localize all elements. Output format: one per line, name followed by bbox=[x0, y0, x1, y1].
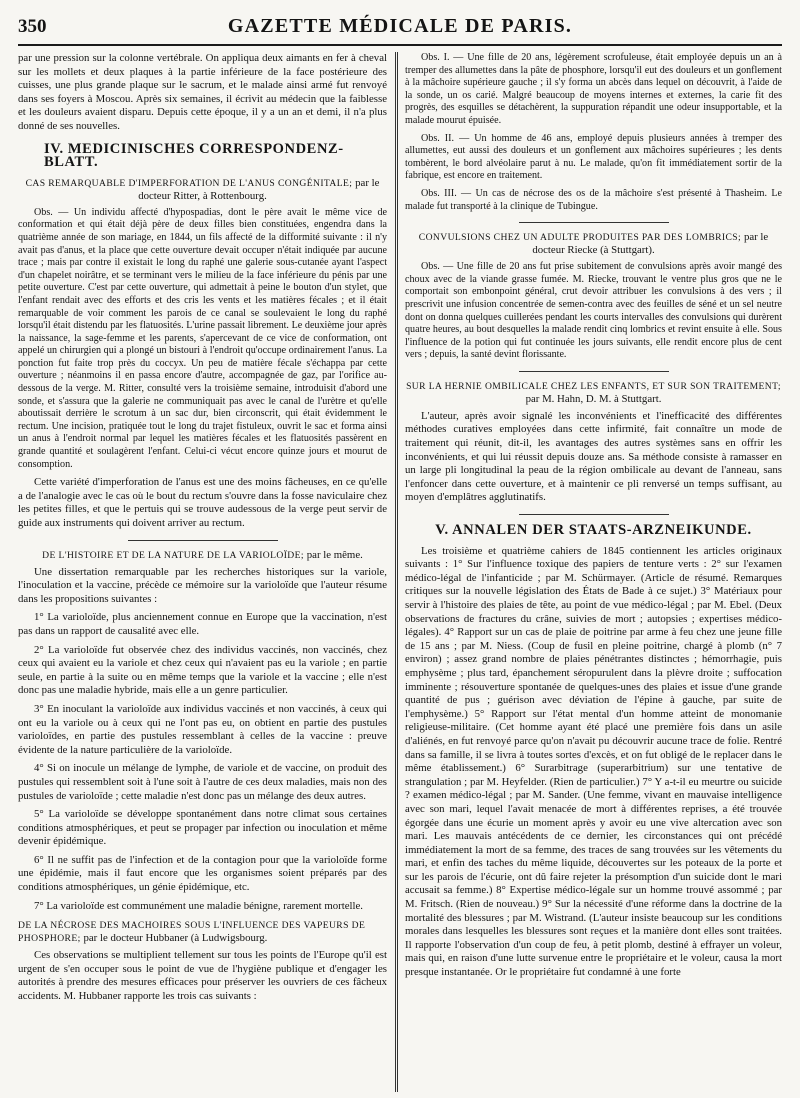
observation-paragraph: Obs. — Une fille de 20 ans fut prise subitement de convulsions après avoir mangé des choux avec de la viande grasse fumée. M. Riecke, trouvant le ventre plus gros que ne le comportait son embonpoint général, crut devoir attribuer les convulsions à des vers ; il prescrivit une infusion concentrée de semen-contra avec des feuilles de séné et un sel neutre dont on donna quelques cuillerées pendant les courts intervalles des convulsions qui durèrent quatre heures, au bout desquelles la malade rendit cinq lombrics et revint ensuite à elle. Sous l'influence de la potion qui fut continuée les jours suivants, elle rendit encore plus de cent vers ; depuis, la santé devint florissante. bbox=[405, 261, 782, 361]
article-heading-convulsions bbox=[405, 231, 782, 257]
article-title: SUR LA HERNIE OMBILICALE CHEZ LES ENFANTS, ET SUR SON TRAITEMENT; bbox=[406, 380, 781, 392]
article-title: DE LA NÉCROSE DES MACHOIRES SOUS L'INFLUENCE DES VAPEURS DE PHOSPHORE; bbox=[18, 920, 366, 945]
running-title: GAZETTE MÉDICALE DE PARIS. bbox=[227, 15, 573, 37]
article-separator bbox=[519, 222, 669, 223]
article-heading-imperforation bbox=[18, 177, 387, 203]
article-author: par le même. bbox=[306, 548, 363, 561]
article-author: par M. Hahn, D. M. à Stuttgart. bbox=[525, 392, 662, 405]
proposition-item: 7° La varioloïde est communément une maladie bénigne, rarement mortelle. bbox=[34, 899, 364, 912]
article-title: CONVULSIONS CHEZ UN ADULTE PRODUITES PAR DES LOMBRICS; bbox=[418, 232, 742, 244]
section-v-heading: V. ANNALEN DER STAATS-ARZNEIKUNDE. bbox=[435, 522, 752, 539]
observation-paragraph: Obs. III. — Un cas de nécrose des os de la mâchoire s'est présenté à Thasheim. Le malade fut transporté à la clinique de Tubingue. bbox=[405, 187, 782, 212]
article-heading-varioloide bbox=[18, 549, 387, 562]
proposition-item: 2° La varioloïde fut observée chez des individus vaccinés, non vaccinés, chez ceux qui avaient eu la variole et chez ceux qui n'avaient pas eu la variole ; en partie seule, en partie à la suite ou en même temps que la variole et la vaccine ; elle n'est donc pas une maladie hybride, mais elle a un genre particulier. bbox=[18, 643, 387, 697]
page-header bbox=[18, 14, 782, 46]
continued-paragraph: par une pression sur la colonne vertébrale. On appliqua deux aimants en fer à cheval sur les mollets et deux plaques à la partie inférieure de la face postérieure des cuisses, une plus grande plaque sur le sacrum, et le malade ainsi armé fut renvoyé dans ses foyers à Moscou. Après six semaines, il écrivit au médecin que la faiblesse et les douleurs avaient disparu. Depuis cette époque, il y a un an et demi, il n'a plus donné de ses nouvelles. bbox=[18, 52, 387, 132]
article-heading-necrose bbox=[18, 919, 387, 945]
commentary-paragraph: Cette variété d'imperforation de l'anus est une des moins fâcheuses, en ce qu'elle a de l'analogie avec le cas où le bout du rectum s'ouvre dans la fosse naviculaire chez les petites filles, et que le pertuis qui se trouve audessous de la verge peut servir de guide aux instruments qui doivent arriver au rectum. bbox=[18, 476, 387, 529]
proposition-item: 4° Si on inocule un mélange de lymphe, de variole et de vaccine, on produit des pustules qui ressemblent soit à l'une soit à l'autre de ces deux maladies, mais non des pustules de varioloïde ; cette maladie n'est donc pas un mélange des deux autres. bbox=[18, 762, 387, 802]
proposition-item: 3° En inoculant la varioloïde aux individus vaccinés et non vaccinés, à ceux qui ont eu la variole ou à ceux qui ne l'ont pas eu, on obtient en partie des pustules varioloïdes, en partie des pustules ressemblant à celles de la vaccine : preuve évidente de la nature particulière de la varioloïde. bbox=[18, 702, 387, 756]
section-iv-heading: IV. MEDICINISCHES CORRESPONDENZ-BLATT. bbox=[44, 140, 344, 171]
intro-paragraph: Une dissertation remarquable par les recherches historiques sur la variole, l'inoculation et la vaccine, précède ce mémoire sur la varioloïde que l'auteur résume dans les propositions suivantes : bbox=[18, 565, 387, 605]
article-author: par le docteur Riecke (à Stuttgart). bbox=[532, 231, 769, 257]
column-divider bbox=[395, 52, 398, 1092]
article-separator bbox=[519, 371, 669, 372]
article-heading-hernie bbox=[405, 380, 782, 406]
article-author: par le docteur Ritter, à Rottenbourg. bbox=[138, 176, 380, 202]
observation-paragraph: Obs. II. — Un homme de 46 ans, employé depuis plusieurs années à tremper des allumettes, eut aussi des douleurs et un gonflement aux mâchoires supérieures ; les dents tombèrent, le bord alvéolaire parut à nu. Le malade, qu'on fit immédiatement sortir de la fabrique, est encore en traitement. bbox=[405, 132, 782, 182]
article-title: DE L'HISTOIRE ET DE LA NATURE DE LA VARIOLOÏDE; bbox=[42, 549, 304, 561]
body-paragraph: Les troisième et quatrième cahiers de 1845 contiennent les articles originaux suivants : 1° Sur l'influence toxique des papiers de tenture verts : 2° sur l'examen médico-légal de l'infanticide ; par M. Schürmayer. (Article de résumé. Remarques critiques sur la nouvelle législation des États de Bade à ce sujet.) 3° Matériaux pour servir à l'histoire des plaies de tête, au point de vue médico-légal ; par M. Ebel. (Deux observations de fractures du crâne, suivies de mort ; autopsies ; expertises médico-légales). 4° Rapport sur un cas de plaie de poitrine par arme à feu chez une jeune fille de 15 ans ; par M. Niess. (Coup de fusil en pleine poitrine, chargé à plomb (n° 7 environ) ; assez grand nombre de plaies pénétrantes distinctes ; hémorrhagie, puis emphysème ; plus tard, épanchement séropurulent dans la plèvre droite ; suffocation imminente ; résouverture spontanée de quelques-unes des plaies et issue d'une grande quantité de pus ; guérison avec déviation de l'épine à gauche, par suite de l'emphysème.) 5° Rapport sur l'état mental d'un homme atteint de monomanie religieuse-militaire. (Cet homme ayant été placé une première fois dans un asile d'aliénés, en fut renvoyé parce qu'on n'avait pu découvrir aucune trace de folie. Rentré dans sa famille, il se livra à toutes sortes d'excès, et on fut obligé de le replacer dans le même établissement.) 6° Surarbitrage (superarbitrium) sur une tentative de strangulation ; par M. Heyfelder. (Rien de particulier.) 7° Y a-t-il eu meurtre ou suicide ? examen médico-légal ; par M. Sander. (Une femme, vivant en mauvaise intelligence avec son mari, lequel l'avait menacée de mort à différentes reprises, a été trouvée égorgée dans une écurie un moment après y avoir eu une vive altercation avec son mari. Les mauvais antécédents de ce dernier, les circonstances qui ont précédé immédiatement la mort de sa femme, des traces de sang trouvées sur les vêtements du mari, et enfin des taches du même liquide, découvertes sur les poteaux de la porte et sur les parois de l'écurie, ont dû faire rejeter la présomption d'un suicide dont le mari accusait sa femme.) 8° Expertise médico-légale sur un homme trouvé assommé ; par M. Fritsch. (Rien de nouveau.) 9° Sur la nécessité d'une réforme dans la doctrine de la mortalité des blessures ; par M. Wistrand. (L'auteur insiste beaucoup sur les conditions morales dans lesquelles les blessures sont reçues et la manière dont elles sont traitées. Il rapporte l'observation d'un coup de feu, à petit plomb, destiné à effrayer un voleur, mais qui, en raison d'une lutte survenue entre le propriétaire et le voleur, causa la mort presque instantanée. Or le propriétaire fut condamné à une forte bbox=[405, 544, 782, 979]
proposition-item: 5° La varioloïde se développe spontanément dans notre climat sous certaines conditions atmosphériques, et peut se propager par infection ou inoculation et même devenir épidémique. bbox=[18, 808, 387, 848]
observation-paragraph: Obs. — Un individu affecté d'hypospadias, dont le père avait le même vice de conformation et qui était déjà père de deux filles bien constituées, engendra dans la quatrième année de son mariage, en 1844, un fils affecté de la difformité suivante : il n'y avait pas d'anus, et la place que cette ouverture devait occuper n'était indiquée par aucune trace ; mais par contre il existait le long du raphé une galerie sous-cutanée ayant l'aspect d'un chapelet noirâtre, et se terminant vers le milieu de la face inférieure du pénis par une petite ouverture. C'est par cette ouverture, qui admettait à peine le bouton d'un stylet, que l'enfant rendait avec des efforts et des cris les vents et les matières fécales ; et il était remarquable de voir comment les parois de ce canal se soulevaient le long du raphé lorsqu'il était distendu par les flatuosités. L'urine passait librement. Le deuxième jour après la naissance, la sage-femme et les parents, s'apercevant de ce vice de conformation, ont appelé un chirurgien qui a plongé un bistouri à l'endroit qu'occupe ordinairement l'anus. La ponction fut faite trop près du coccyx. Un peu de matière fécale s'échappa par cette ouverture ; néanmoins il en passa encore d'autre, accompagnée de gaz, par l'orifice au-dessous de la verge. M. Ritter, consulté vers la troisième semaine, introduisit d'abord une sonde, et s'assura que la galerie ne communiquait pas avec le canal de l'urètre et qu'elle aboutissait derrière le scrotum à un sac dur, bien circonscrit, qui était évidemment le rectum. Une incision, pratiquée tout le long du trajet fistuleux, ouvrit le sac et forma ainsi un anus à l'endroit normal par lequel les matières fécales et les flatuosités passèrent en grande quantité et soulagèrent l'enfant. Celui-ci vécut encore quinze jours et mourut de consomption. bbox=[18, 206, 387, 470]
article-separator bbox=[519, 514, 669, 515]
proposition-item: 1° La varioloïde, plus anciennement connue en Europe que la vaccination, n'est pas dans un rapport de causalité avec elle. bbox=[18, 611, 387, 637]
proposition-item: 6° Il ne suffit pas de l'infection et de la contagion pour que la varioloïde forme une épidémie, mais il faut encore que les organismes soient préparés par des conditions atmosphériques, un génie épidémique, etc. bbox=[18, 853, 387, 894]
observation-paragraph: Obs. I. — Une fille de 20 ans, légèrement scrofuleuse, était employée depuis un an à tremper des allumettes dans la pâte de phosphore, lorsqu'il eut des douleurs et un gonflement à la mâchoire supérieure gauche ; il s'y forma un abcès dans lequel on découvrit, à l'aide de la sonde, un os carié. Malgré beaucoup de moyens internes et externes, la carie fit des progrès, des esquilles se détachèrent, la suppuration répandit une odeur insupportable, et la malade mourut épuisée. bbox=[405, 52, 782, 126]
page-number: 350 bbox=[18, 16, 47, 37]
right-column bbox=[405, 52, 782, 1092]
left-column bbox=[18, 52, 387, 1092]
article-title: CAS REMARQUABLE D'IMPERFORATION DE L'ANUS CONGÉNITALE; bbox=[25, 177, 353, 189]
article-separator bbox=[128, 540, 278, 541]
intro-paragraph: Ces observations se multiplient tellement sur tous les points de l'Europe qu'il est urgent de s'en occuper sous le point de vue de l'hygiène publique et d'engager les autorités à prendre des mesures efficaces pour préserver les ouvriers de ces fâcheux accidents. M. Hubbaner rapporte les trois cas suivants : bbox=[18, 949, 387, 1003]
body-paragraph: L'auteur, après avoir signalé les inconvénients et l'inefficacité des différentes méthodes curatives employées dans cette infirmité, fait connaître un mode de traitement qui réunit, dit-il, les avantages des autres systèmes sans en offrir les inconvénients, et qui lui réussit depuis douze ans. Sa méthode consiste à ramasser en un large pli longitudinal la peau de la région ombilicale au devant de l'anneau, sans l'enfoncer dans cette ouverture, et à maintenir ce pli renversé un temps suffisant, au moyen d'emplâtres agglutinatifs. bbox=[405, 409, 782, 504]
article-author: par le docteur Hubbaner (à Ludwigsbourg. bbox=[83, 932, 268, 945]
